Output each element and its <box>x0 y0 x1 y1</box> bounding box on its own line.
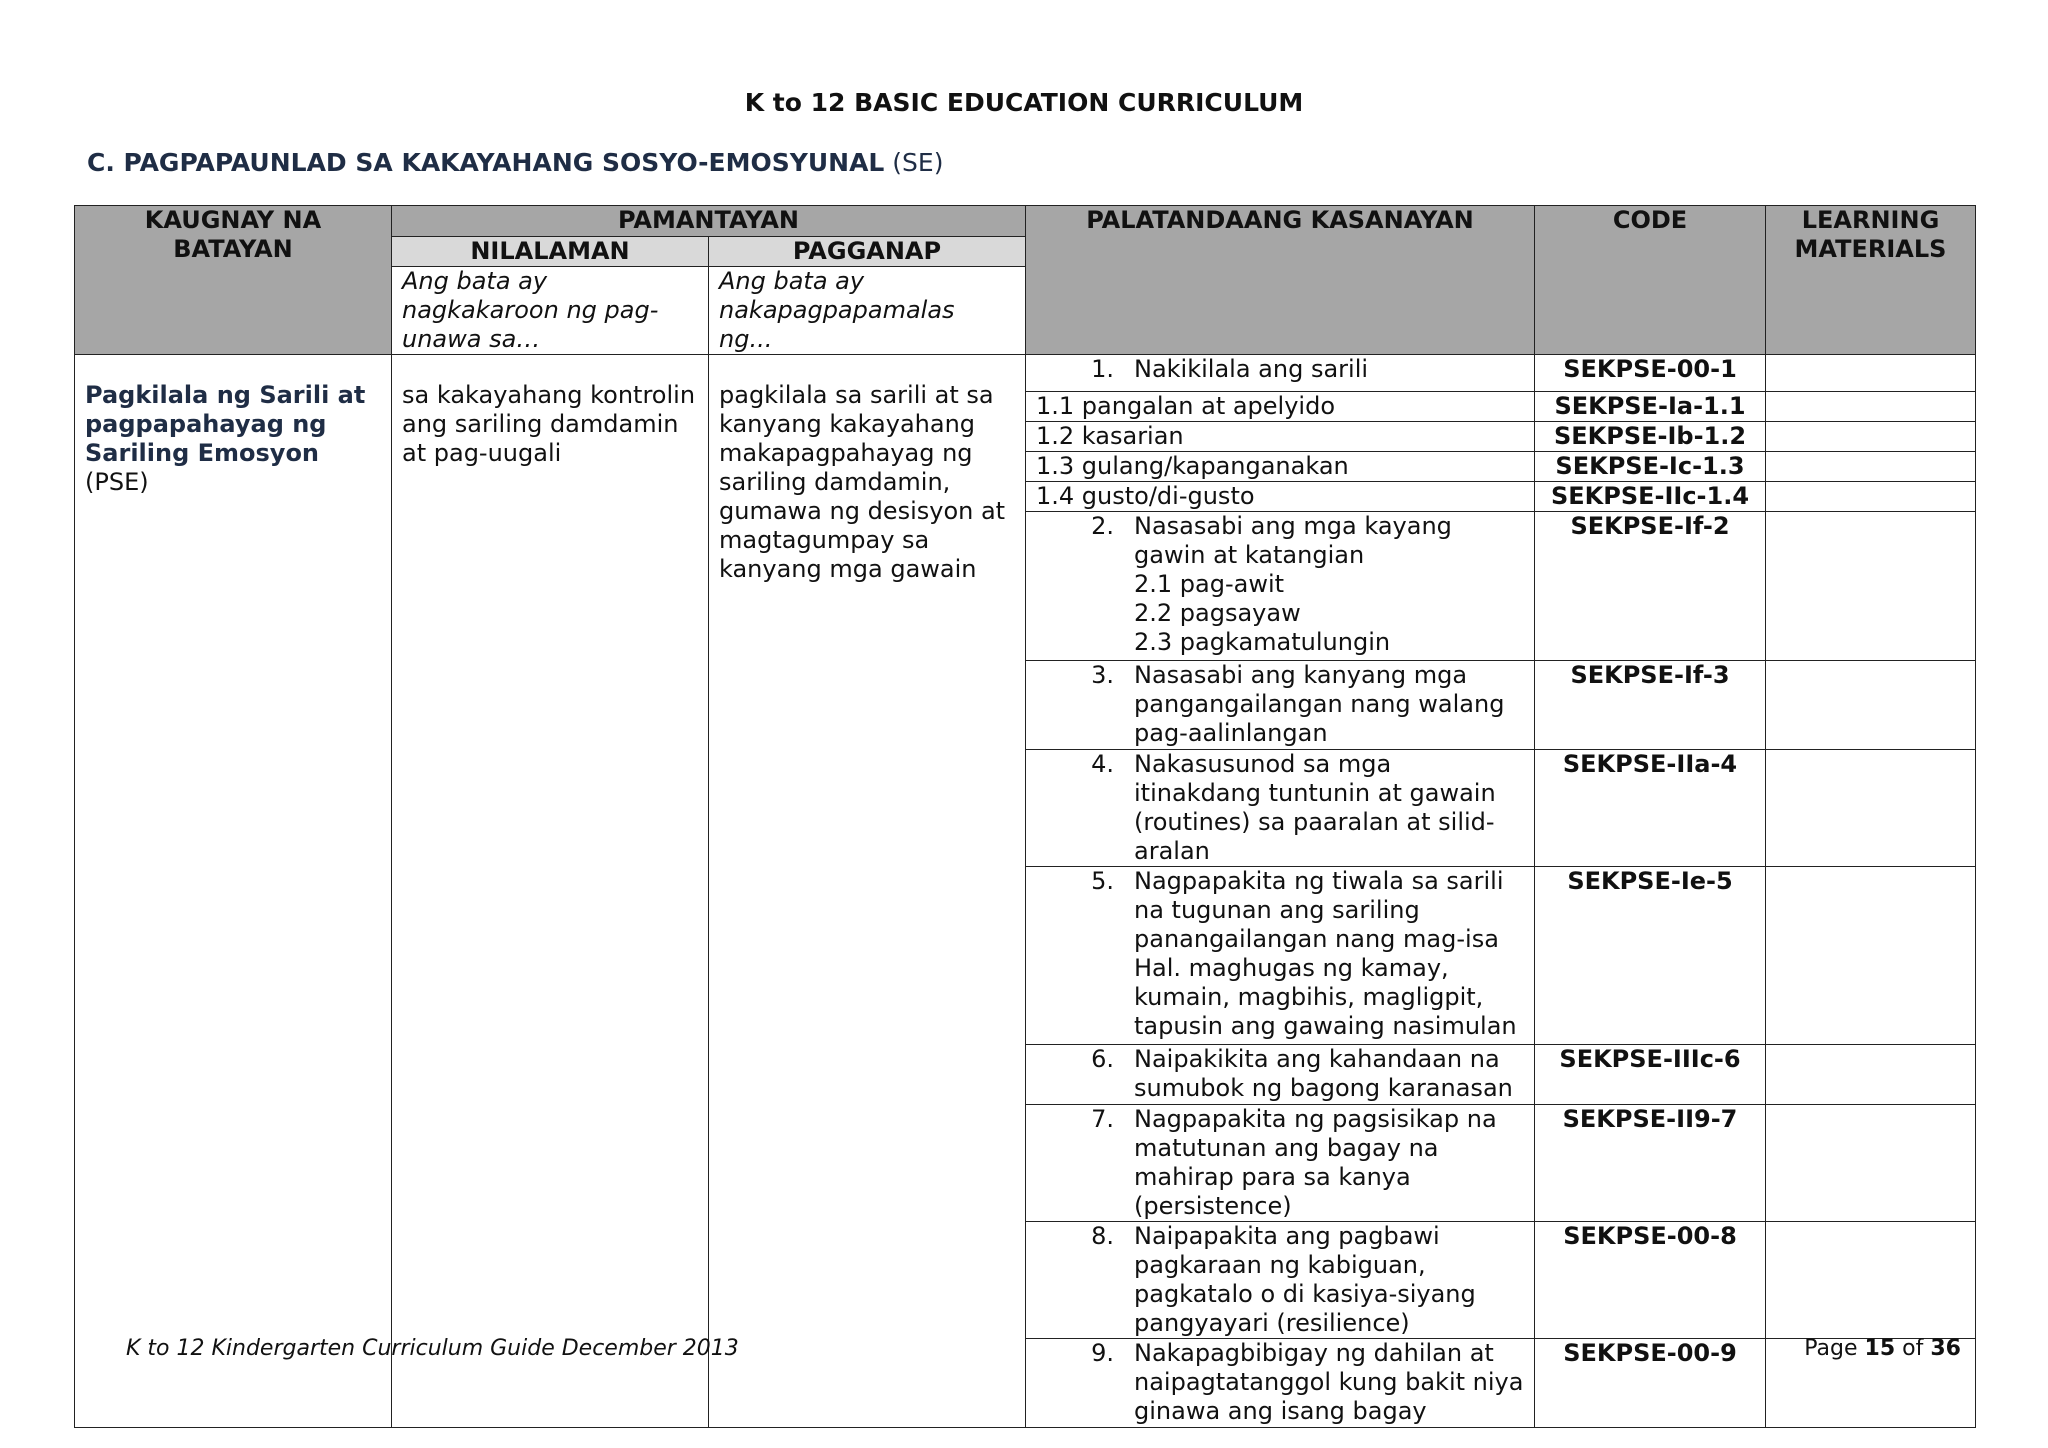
nilalaman-cell: sa kakayahang kontrolin ang sariling damdamin at pag-uugali <box>392 355 709 1428</box>
learning-materials-cell <box>1766 355 1976 392</box>
page-current: 15 <box>1864 1336 1896 1361</box>
competency-text: Nagpapakita ng pagsisikap na matutunan ang bagay na mahirap para sa kanya (persistence) <box>1134 1105 1497 1220</box>
learning-materials-cell <box>1766 482 1976 512</box>
pagganap-cell: pagkilala sa sarili at sa kanyang kakayahang makapagpahayag ng sariling damdamin, gumawa ng desisyon at magtagumpay sa kanyang mga gawain <box>709 355 1026 1428</box>
competency-code: SEKPSE-Ic-1.3 <box>1535 452 1766 482</box>
competency-text: Naipakikita ang kahandaan na sumubok ng bagong karanasan <box>1134 1045 1513 1102</box>
header-pagganap: PAGGANAP <box>709 237 1026 267</box>
page-number <box>1804 1336 1961 1361</box>
subcompetency-text: 1.3 gulang/kapanganakan <box>1026 452 1535 482</box>
competency-code: SEKPSE-00-8 <box>1535 1222 1766 1339</box>
competency-text: Nasasabi ang mga kayang gawin at katangian <box>1134 512 1452 569</box>
competency-number: 3. <box>1091 661 1114 689</box>
subcompetency-text: 2.3 pagkamatulungin <box>1134 628 1391 656</box>
header-kaugnay: KAUGNAY NA BATAYAN <box>75 206 392 355</box>
competency-text: Nakapagbibigay ng dahilan at naipagtatanggol kung bakit niya ginawa ang isang bagay <box>1134 1339 1524 1425</box>
competency-number: 5. <box>1091 867 1114 895</box>
header-code: CODE <box>1535 206 1766 355</box>
competency-number: 4. <box>1091 750 1114 778</box>
learning-materials-cell <box>1766 452 1976 482</box>
learning-materials-cell <box>1766 422 1976 452</box>
competency-number: 9. <box>1091 1339 1114 1367</box>
learning-materials-cell <box>1766 392 1976 422</box>
competency-code: SEKPSE-II9-7 <box>1535 1105 1766 1222</box>
section-title-main: C. PAGPAPAUNLAD SA KAKAYAHANG SOSYO-EMOSYUNAL <box>87 148 885 177</box>
competency-cell <box>1026 1045 1535 1105</box>
competency-code: SEKPSE-00-9 <box>1535 1339 1766 1428</box>
competency-text: Nagpapakita ng tiwala sa sarili na tugunan ang sariling panangailangan nang mag-isa Hal. maghugas ng kamay, kumain, magbihis, magligpit, tapusin ang gawaing nasimulan <box>1134 867 1517 1040</box>
competency-cell <box>1026 1222 1535 1339</box>
learning-materials-cell <box>1766 661 1976 750</box>
competency-cell <box>1026 867 1535 1045</box>
competency-cell <box>1026 750 1535 867</box>
competency-cell <box>1026 661 1535 750</box>
header-nilalaman: NILALAMAN <box>392 237 709 267</box>
subcompetency-text: 2.2 pagsayaw <box>1134 599 1301 627</box>
competency-code: SEKPSE-IIIc-6 <box>1535 1045 1766 1105</box>
curriculum-table <box>74 205 1976 1428</box>
competency-cell <box>1026 1105 1535 1222</box>
competency-number: 1. <box>1091 355 1114 383</box>
competency-code: SEKPSE-Ia-1.1 <box>1535 392 1766 422</box>
competency-code: SEKPSE-Ie-5 <box>1535 867 1766 1045</box>
competency-cell <box>1026 355 1535 392</box>
competency-code: SEKPSE-If-3 <box>1535 661 1766 750</box>
pagganap-subheader: Ang bata ay nakapagpapamalas ng... <box>709 267 1026 355</box>
page-prefix: Page <box>1804 1336 1865 1361</box>
competency-text: Nasasabi ang kanyang mga pangangailangan nang walang pag-aalinlangan <box>1134 661 1505 747</box>
subcompetency-text: 1.2 kasarian <box>1026 422 1535 452</box>
domain-abbrev: (PSE) <box>85 468 149 496</box>
header-pamantayan: PAMANTAYAN <box>392 206 1026 237</box>
subcompetency-text: 2.1 pag-awit <box>1134 570 1285 598</box>
competency-text: Naipapakita ang pagbawi pagkaraan ng kabiguan, pagkatalo o di kasiya-siyang pangyayari (resilience) <box>1134 1222 1476 1337</box>
competency-code: SEKPSE-IIa-4 <box>1535 750 1766 867</box>
competency-number: 6. <box>1091 1045 1114 1073</box>
header-learning-materials: LEARNING MATERIALS <box>1766 206 1976 355</box>
competency-cell <box>1026 1339 1535 1428</box>
learning-materials-cell <box>1766 867 1976 1045</box>
domain-cell <box>75 355 392 1428</box>
competency-code: SEKPSE-IIc-1.4 <box>1535 482 1766 512</box>
learning-materials-cell <box>1766 512 1976 661</box>
learning-materials-cell <box>1766 1222 1976 1339</box>
section-title <box>87 148 943 177</box>
competency-text: Nakikilala ang sarili <box>1134 355 1369 383</box>
header-palatandaan: PALATANDAANG KASANAYAN <box>1026 206 1535 355</box>
subcompetency-text: 1.1 pangalan at apelyido <box>1026 392 1535 422</box>
competency-number: 2. <box>1091 512 1114 540</box>
section-title-abbrev: (SE) <box>884 148 944 177</box>
footer-guide-title: K to 12 Kindergarten Curriculum Guide December 2013 <box>126 1336 739 1361</box>
competency-code: SEKPSE-00-1 <box>1535 355 1766 392</box>
competency-text: Nakasusunod sa mga itinakdang tuntunin at gawain (routines) sa paaralan at silid-aralan <box>1134 750 1496 865</box>
page-total: 36 <box>1930 1336 1961 1361</box>
learning-materials-cell <box>1766 1105 1976 1222</box>
competency-code: SEKPSE-Ib-1.2 <box>1535 422 1766 452</box>
nilalaman-subheader: Ang bata ay nagkakaroon ng pag-unawa sa… <box>392 267 709 355</box>
domain-name: Pagkilala ng Sarili at pagpapahayag ng Sariling Emosyon <box>85 381 366 467</box>
learning-materials-cell <box>1766 750 1976 867</box>
competency-number: 7. <box>1091 1105 1114 1133</box>
subcompetency-text: 1.4 gusto/di-gusto <box>1026 482 1535 512</box>
document-title: K to 12 BASIC EDUCATION CURRICULUM <box>744 88 1304 117</box>
page-of: of <box>1895 1336 1931 1361</box>
learning-materials-cell <box>1766 1045 1976 1105</box>
competency-number: 8. <box>1091 1222 1114 1250</box>
competency-cell <box>1026 512 1535 661</box>
competency-code: SEKPSE-If-2 <box>1535 512 1766 661</box>
